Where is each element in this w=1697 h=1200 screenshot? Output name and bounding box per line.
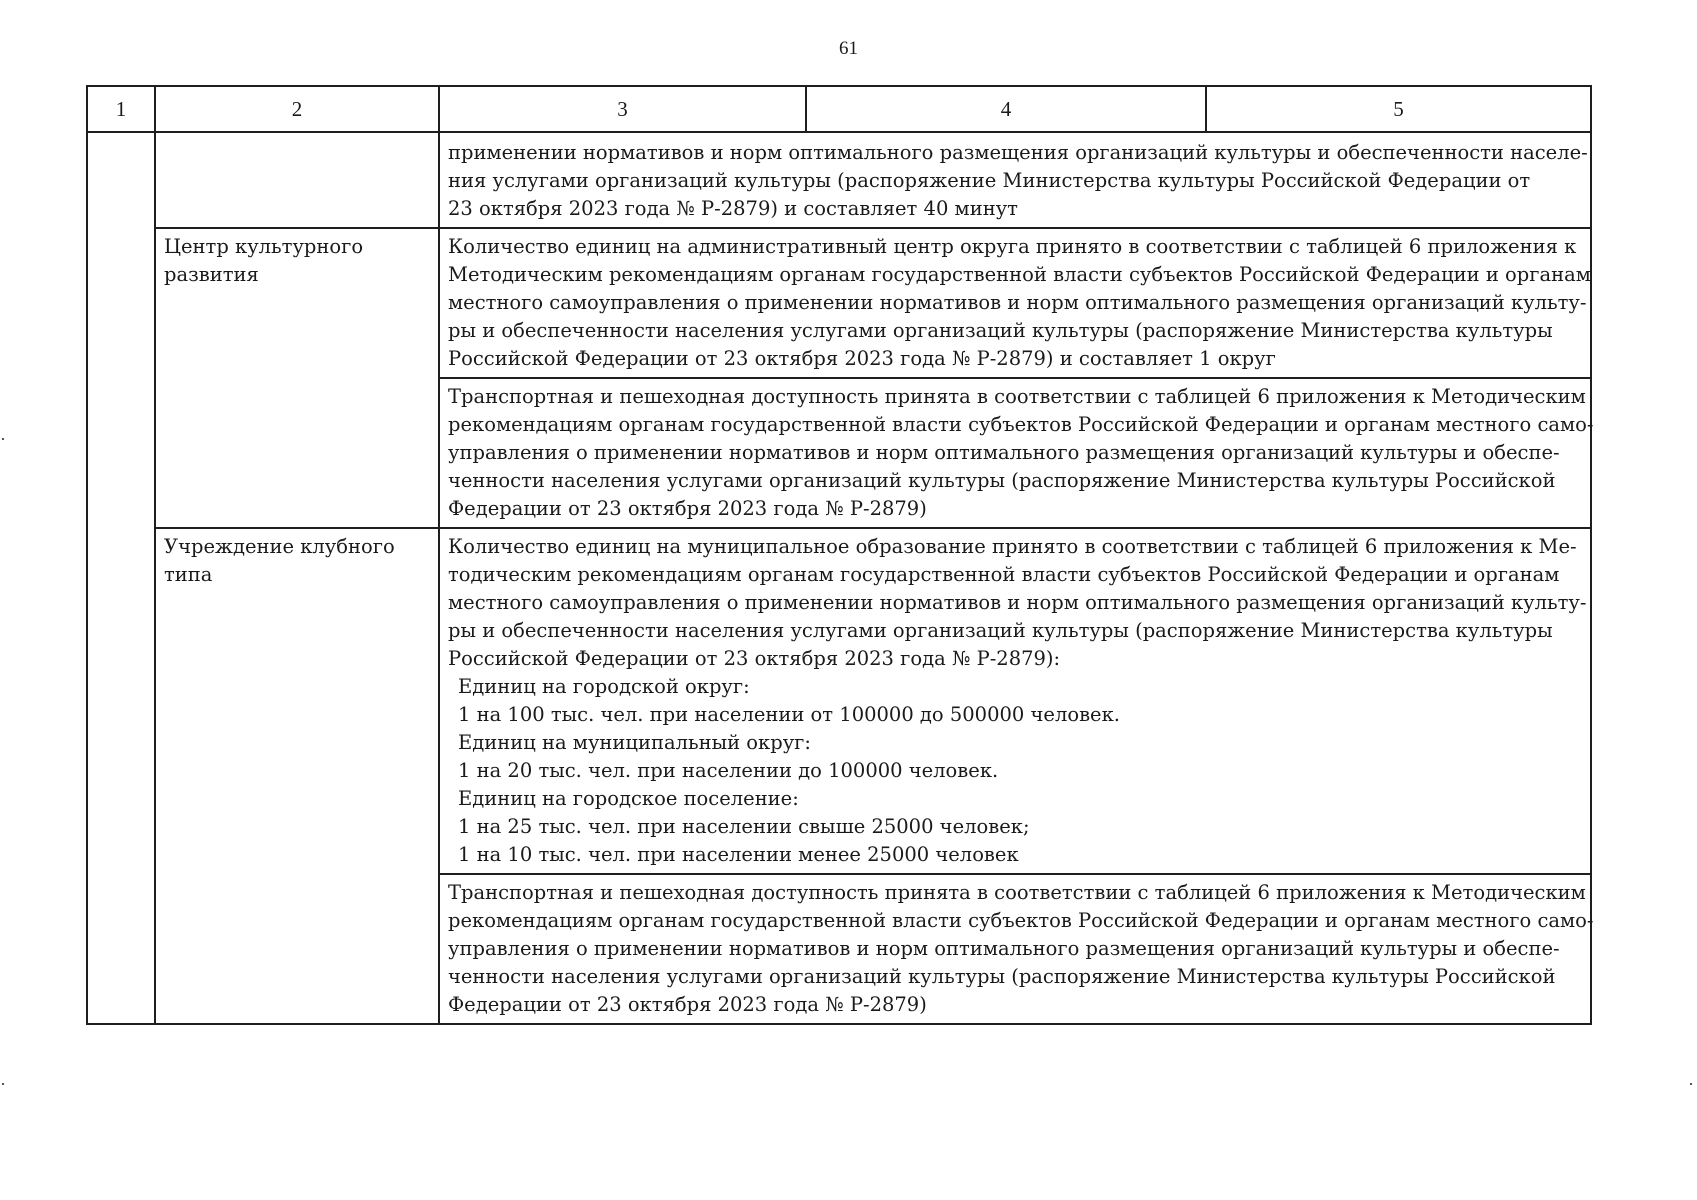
description-cell [439, 528, 1591, 874]
text-line: Количество единиц на муниципальное образование принято в соответствии с таблицей 6 приложения к Ме- [448, 535, 1577, 558]
scan-mark [1690, 1083, 1692, 1085]
text-line: Федерации от 23 октября 2023 года № Р-2879) [448, 497, 927, 520]
column-header-4: 4 [806, 86, 1206, 132]
text-line: Транспортная и пешеходная доступность принята в соответствии с таблицей 6 приложения к Методическим [448, 385, 1586, 408]
text-line: ры и обеспеченности населения услугами организаций культуры (распоряжение Министерства культуры [448, 319, 1553, 342]
column-header-3: 3 [439, 86, 806, 132]
text-line: ченности населения услугами организаций культуры (распоряжение Министерства культуры Российской [448, 469, 1556, 492]
text-line: 23 октября 2023 года № Р-2879) и составляет 40 минут [448, 197, 1018, 220]
text-line: Российской Федерации от 23 октября 2023 года № Р-2879): [448, 647, 1061, 670]
description-cell [439, 874, 1594, 1024]
text-line: местного самоуправления о применении нормативов и норм оптимального размещения организаций культу- [448, 291, 1587, 314]
list-line: Единиц на городской округ: [458, 675, 750, 698]
list-line: 1 на 20 тыс. чел. при населении до 100000 человек. [458, 759, 999, 782]
list-line: 1 на 100 тыс. чел. при населении от 100000 до 500000 человек. [458, 703, 1120, 726]
document-table [86, 85, 1592, 1025]
scan-mark [2, 438, 4, 440]
text-line: Методическим рекомендациям органам государственной власти субъектов Российской Федерации и органам [448, 263, 1591, 286]
text-line: Российской Федерации от 23 октября 2023 года № Р-2879) и составляет 1 округ [448, 347, 1276, 370]
description-cell [439, 228, 1591, 378]
text-line: ры и обеспеченности населения услугами организаций культуры (распоряжение Министерства культуры [448, 619, 1553, 642]
object-name-cell [155, 132, 439, 228]
column-1-cell [87, 132, 155, 1024]
text-line: местного самоуправления о применении нормативов и норм оптимального размещения организаций культу- [448, 591, 1587, 614]
text-line: рекомендациям органам государственной власти субъектов Российской Федерации и органам местного само- [448, 413, 1594, 436]
table-row [87, 528, 1591, 874]
list-line: Единиц на городское поселение: [458, 787, 799, 810]
text-line: Количество единиц на административный центр округа принято в соответствии с таблицей 6 приложения к [448, 235, 1577, 258]
text-line: управления о применении нормативов и норм оптимального размещения организаций культуры и обеспе- [448, 441, 1560, 464]
text-line: ния услугами организаций культуры (распоряжение Министерства культуры Российской Федерации от [448, 169, 1531, 192]
scan-mark [2, 1083, 4, 1085]
text-line: тодическим рекомендациям органам государственной власти субъектов Российской Федерации и органам [448, 563, 1560, 586]
text-line: ченности населения услугами организаций культуры (распоряжение Министерства культуры Российской [448, 965, 1556, 988]
table-row [87, 228, 1591, 378]
column-header-2: 2 [155, 86, 439, 132]
object-name-cell [155, 528, 439, 1024]
table-header-row [87, 86, 1591, 132]
text-line: рекомендациям органам государственной власти субъектов Российской Федерации и органам местного само- [448, 909, 1594, 932]
list-line: Единиц на муниципальный округ: [458, 731, 811, 754]
text-line: применении нормативов и норм оптимального размещения организаций культуры и обеспеченности населе- [448, 141, 1588, 164]
column-header-5: 5 [1206, 86, 1591, 132]
object-name-cell [155, 228, 439, 528]
column-header-1: 1 [87, 86, 155, 132]
text-line: Федерации от 23 октября 2023 года № Р-2879) [448, 993, 927, 1016]
text-line: управления о применении нормативов и норм оптимального размещения организаций культуры и обеспе- [448, 937, 1560, 960]
text-line: Транспортная и пешеходная доступность принята в соответствии с таблицей 6 приложения к Методическим [448, 881, 1586, 904]
list-line: 1 на 10 тыс. чел. при населении менее 25000 человек [458, 843, 1019, 866]
object-name-line: развития [164, 263, 259, 286]
object-name-line: типа [164, 563, 213, 586]
list-line: 1 на 25 тыс. чел. при населении свыше 25000 человек; [458, 815, 1030, 838]
object-name-line: Центр культурного [164, 235, 364, 258]
table-row [87, 132, 1591, 228]
description-cell [439, 132, 1591, 228]
page-number: 61 [839, 38, 858, 59]
object-name-line: Учреждение клубного [164, 535, 395, 558]
description-cell [439, 378, 1594, 528]
